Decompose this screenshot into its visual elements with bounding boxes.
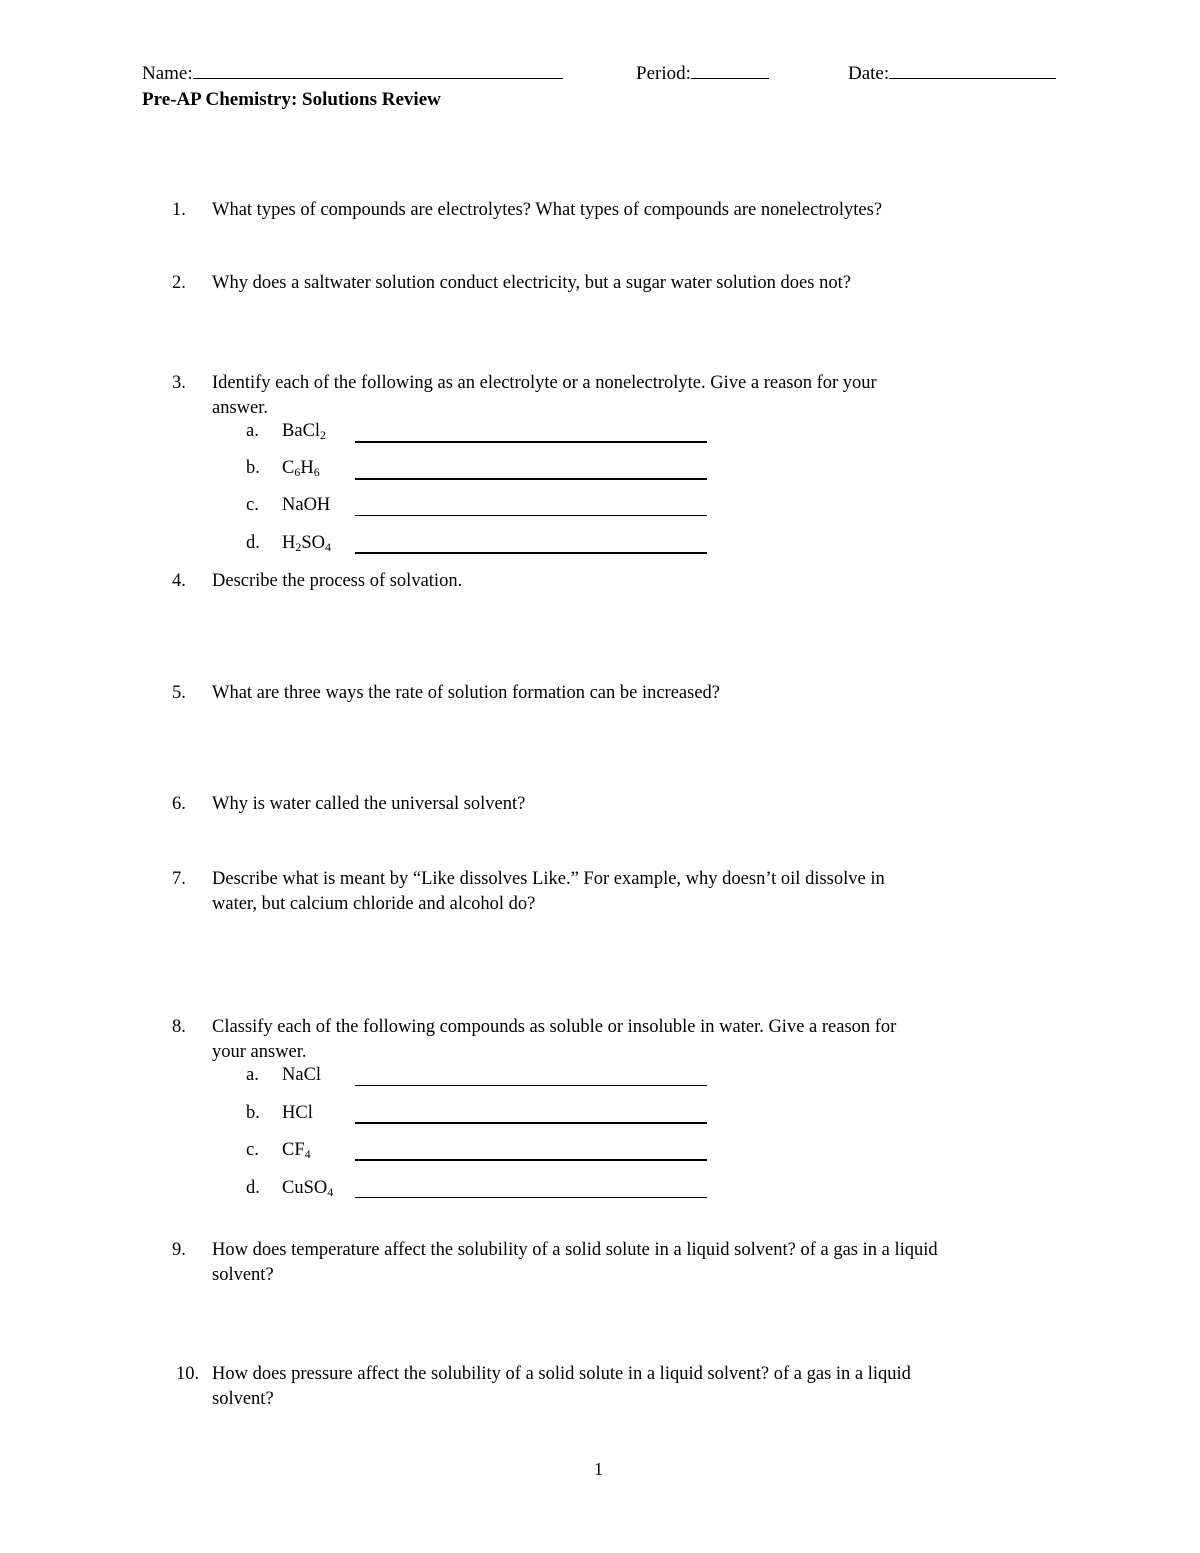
question-number: 10. — [176, 1364, 200, 1384]
item-letter: c. — [246, 495, 259, 515]
item-letter: b. — [246, 458, 260, 478]
question-number: 3. — [172, 373, 186, 393]
question-text: Describe what is meant by “Like dissolves Like.” For example, why doesn’t oil dissolve in — [212, 869, 885, 889]
item-letter: d. — [246, 533, 260, 553]
answer-line[interactable] — [355, 515, 707, 516]
formula-nacl: NaCl — [282, 1065, 322, 1085]
question-text: Describe the process of solvation. — [212, 571, 463, 591]
question-number: 7. — [172, 869, 186, 889]
page-title: Pre-AP Chemistry: Solutions Review — [142, 89, 441, 110]
formula-h2so4: $H_2SO_4$ — [282, 533, 332, 554]
date-blank[interactable] — [889, 62, 1056, 79]
date-label: Date: — [848, 63, 890, 84]
question-text: Why does a saltwater solution conduct electricity, but a sugar water solution does not? — [212, 273, 851, 293]
question-text: Classify each of the following compounds as soluble or insoluble in water. Give a reason for — [212, 1017, 897, 1037]
question-number: 5. — [172, 683, 186, 703]
question-text: What are three ways the rate of solution formation can be increased? — [212, 683, 721, 703]
answer-line[interactable] — [355, 1159, 707, 1161]
answer-line[interactable] — [355, 441, 707, 443]
name-label: Name: — [142, 63, 193, 84]
item-letter: a. — [246, 421, 259, 441]
period-blank[interactable] — [691, 62, 769, 79]
answer-line[interactable] — [355, 1197, 707, 1198]
answer-line[interactable] — [355, 1122, 707, 1124]
name-blank[interactable] — [193, 62, 563, 79]
item-letter: c. — [246, 1140, 259, 1160]
question-text: How does pressure affect the solubility of a solid solute in a liquid solvent? of a gas in a liquid — [212, 1364, 911, 1384]
question-text: Why is water called the universal solvent? — [212, 794, 526, 814]
formula-naoh: NaOH — [282, 495, 331, 515]
formula-c6h6: $C_6H_6$ — [282, 458, 320, 479]
formula-cuso4: CuSO$_4$ — [282, 1178, 334, 1199]
question-text-continued: your answer. — [212, 1042, 307, 1062]
answer-line[interactable] — [355, 478, 707, 480]
question-text: What types of compounds are electrolytes? What types of compounds are nonelectrolytes? — [212, 200, 883, 220]
question-number: 2. — [172, 273, 186, 293]
item-letter: d. — [246, 1178, 260, 1198]
question-text: How does temperature affect the solubility of a solid solute in a liquid solvent? of a gas in a liquid — [212, 1240, 938, 1260]
answer-line[interactable] — [355, 552, 707, 554]
question-number: 8. — [172, 1017, 186, 1037]
question-text-continued: water, but calcium chloride and alcohol do? — [212, 894, 536, 914]
answer-line[interactable] — [355, 1085, 707, 1086]
question-text-continued: solvent? — [212, 1265, 274, 1285]
question-text-continued: answer. — [212, 398, 268, 418]
formula-cf4: $CF_4$ — [282, 1140, 311, 1161]
period-field[interactable] — [636, 62, 769, 85]
formula-hcl: HCl — [282, 1103, 313, 1123]
question-number: 9. — [172, 1240, 186, 1260]
question-number: 1. — [172, 200, 186, 220]
item-letter: b. — [246, 1103, 260, 1123]
date-field[interactable] — [848, 62, 1056, 85]
page-number: 1 — [594, 1459, 603, 1479]
question-number: 6. — [172, 794, 186, 814]
formula-bacl2: BaCl$_2$ — [282, 421, 327, 442]
question-number: 4. — [172, 571, 186, 591]
item-letter: a. — [246, 1065, 259, 1085]
question-text-continued: solvent? — [212, 1389, 274, 1409]
period-label: Period: — [636, 63, 691, 84]
name-field[interactable] — [142, 62, 563, 85]
question-text: Identify each of the following as an electrolyte or a nonelectrolyte. Give a reason for your — [212, 373, 877, 393]
